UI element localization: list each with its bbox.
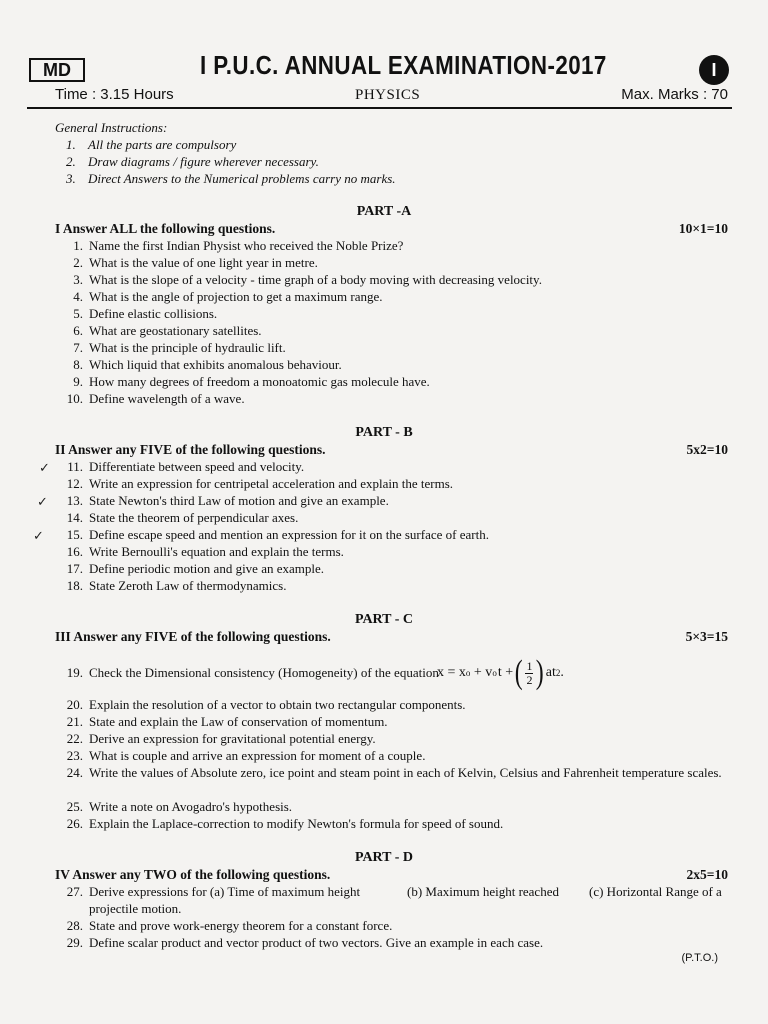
- series-badge: I: [699, 55, 729, 85]
- header-divider: [27, 107, 732, 109]
- question: 24. Write the values of Absolute zero, ice point and steam point in each of Kelvin, Celsius and Fahrenheit temperature scales.: [66, 765, 722, 780]
- code-box: MD: [29, 58, 85, 82]
- check-mark-icon: ✓: [39, 461, 50, 476]
- fraction: $\frac{1}{2}$: [526, 658, 533, 687]
- question: 27. Derive expressions for (a) Time of maximum height (b) Maximum height reached (c) Horizontal Range of a projectile motion.: [66, 884, 722, 916]
- part-d-heading: IV Answer any TWO of the following questions.: [55, 867, 331, 882]
- time-label: Time : 3.15 Hours: [55, 86, 174, 103]
- exam-page: MD I P.U.C. ANNUAL EXAMINATION-2017 I Time : 3.15 Hours PHYSICS Max. Marks : 70 General Instructions: 1. All the parts are compulsory 2. Draw diagrams / figure wherever necessary. 3. Direct Answers to the Numerical problems carry no marks. PART -A I Answer ALL the following questions. 10×1=10 1. Name the first Indian Physist who received the Noble Prize? 2. What is the value of one light year in metre. 3. What is the slope of a velocity - time graph of a body moving with decreasing velocity. 4. What is the angle of projection to get a maximum range. 5. Define elastic collisions. 6. What are geostationary satellites. 7. What is the principle of hydraulic lift. 8. Which liquid that exhibits anomalous behaviour. 9. How many degrees of freedom a monoatomic gas molecule have. 10. Define wavelength of a wave. PART - B II Answer any FIVE of the following questions. 5x2=10 11. Differentiate between speed and velocity. 12. Write an expression for centripetal acceleration and explain the terms. 13. State Newton's third Law of motion and give an example. 14. State the theorem of perpendicular axes. 15. Define escape speed and mention an expression for it on the surface of earth. 16. Write Bernoulli's equation and explain the terms. 17. Define periodic motion and give an example. 18. State Zeroth Law of thermodynamics. ✓ ✓ ✓ PART - C III Answer any FIVE of the following questions. 5×3=15 19. Check the Dimensional consistency (Homogeneity) of the equation x = x o + v o t + ( $\frac{1}{2}$ ) at 2 . 20. Explain the resolution of a vector to obtain two rectangular components. 21. State and explain the Law of conservation of momentum. 22. Derive an expression for gravitational potential energy. 23. What is couple and arrive an expression for moment of a couple. 24. Write the values of Absolute zero, ice point and steam point in each of Kelvin, Celsius and Fahrenheit temperature scales. 25. Write a note on Avogadro's hypothesis. 26. Explain the Laplace-correction to modify Newton's formula for speed of sound. PART - D IV Answer any TWO of the following questions. 2x5=10 27. Derive expressions for (a) Time of maximum height (b) Maximum height reached (c) Horizontal Range of a projectile motion. 28. State and prove work-energy theorem for a constant force. 29. Define scalar product and vector product of two vectors. Give an example in each case. (P.T.O.): [0, 0, 768, 1024]
- part-b-title: PART - B: [355, 425, 413, 440]
- part-a-title: PART -A: [356, 204, 412, 219]
- instructions-heading: General Instructions:: [55, 120, 168, 135]
- exam-title: I P.U.C. ANNUAL EXAMINATION-2017: [200, 50, 607, 80]
- pto-label: (P.T.O.): [681, 952, 718, 964]
- subject-label: PHYSICS: [355, 87, 421, 103]
- instruction-item: 2. Draw diagrams / figure wherever necessary.: [66, 154, 319, 169]
- check-mark-icon: ✓: [33, 529, 44, 544]
- part-b-marks: 5x2=10: [686, 442, 728, 457]
- part-d-title: PART - D: [354, 850, 414, 865]
- instruction-item: 3. Direct Answers to the Numerical problems carry no marks.: [66, 171, 396, 186]
- part-c-marks: 5×3=15: [685, 629, 728, 644]
- instruction-item: 1. All the parts are compulsory: [66, 137, 237, 152]
- max-marks-label: Max. Marks : 70: [621, 86, 728, 103]
- part-c-title: PART - C: [354, 612, 414, 627]
- part-d-marks: 2x5=10: [686, 867, 728, 882]
- part-a-marks: 10×1=10: [678, 221, 728, 236]
- check-mark-icon: ✓: [37, 495, 48, 510]
- equation: x = x o + v o t + ( $\frac{1}{2}$ ) at 2 .: [437, 654, 564, 691]
- part-c-heading: III Answer any FIVE of the following questions.: [55, 629, 331, 644]
- part-b-heading: II Answer any FIVE of the following questions.: [55, 442, 326, 457]
- part-a-heading: I Answer ALL the following questions.: [55, 221, 276, 236]
